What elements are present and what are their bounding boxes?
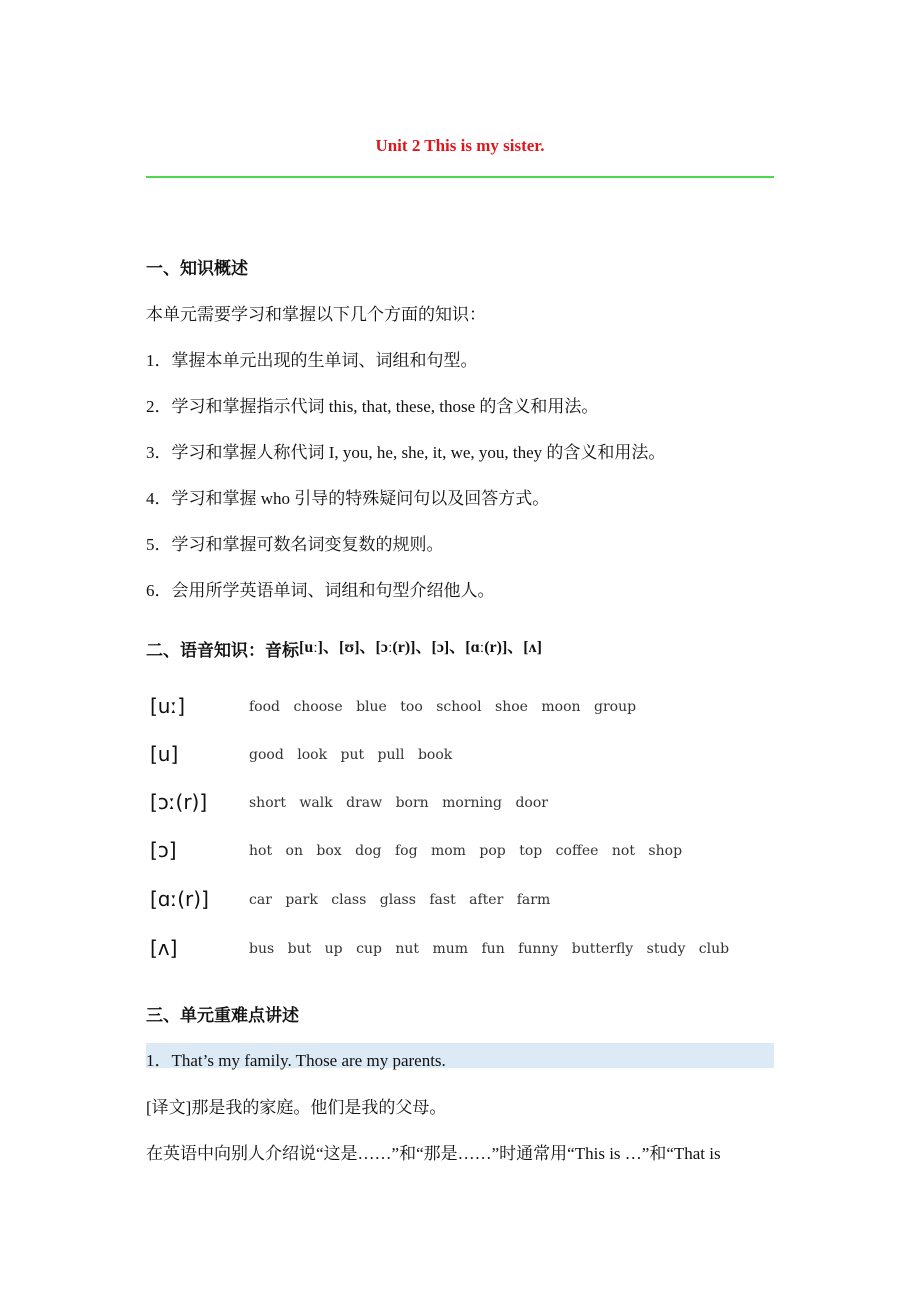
list-item: 2．学习和掌握指示代词 this, that, these, those 的含义和用法。 (146, 397, 599, 416)
explanation: 在英语中向别人介绍说“这是……”和“那是……”时通常用“This is …”和“That is (146, 1144, 721, 1163)
title-divider (146, 176, 774, 178)
section1-heading: 一、知识概述 (146, 259, 248, 278)
phonetic-words: hot on box dog fog mom pop top coffee not shop (249, 843, 683, 859)
list-item: 6．会用所学英语单词、词组和句型介绍他人。 (146, 581, 495, 600)
section2-heading-symbols: [uː]、[ʊ]、[ɔː(r)]、[ɔ]、[ɑː(r)]、[ʌ] (299, 639, 542, 656)
document-title: Unit 2 This is my sister. (375, 136, 545, 155)
section3-heading: 三、单元重难点讲述 (146, 1006, 299, 1025)
phonetic-words: car park class glass fast after farm (249, 892, 551, 908)
list-item: 5．学习和掌握可数名词变复数的规则。 (146, 535, 444, 554)
phonetic-words: food choose blue too school shoe moon group (249, 699, 637, 715)
translation: [译文]那是我的家庭。他们是我的父母。 (146, 1098, 447, 1117)
phonetic-symbol: [uː] (150, 694, 186, 718)
phonetic-symbol: [ɑː(r)] (150, 887, 209, 911)
phonetic-words: bus but up cup nut mum fun funny butterfly study club (249, 941, 730, 957)
list-item: 3．学习和掌握人称代词 I, you, he, she, it, we, you, they 的含义和用法。 (146, 443, 666, 462)
phonetic-symbol: [ɔː(r)] (150, 790, 208, 814)
phonetic-words: short walk draw born morning door (249, 795, 548, 811)
list-item: 4．学习和掌握 who 引导的特殊疑问句以及回答方式。 (146, 489, 550, 508)
phonetic-symbol: [ɔ] (150, 838, 177, 862)
list-item: 1．掌握本单元出现的生单词、词组和句型。 (146, 351, 478, 370)
key-sentence: 1．That’s my family. Those are my parents. (146, 1051, 446, 1070)
phonetic-words: good look put pull book (249, 747, 453, 763)
phonetic-symbol: [u] (150, 742, 179, 766)
section2-heading-text: 二、语音知识：音标 (146, 641, 299, 660)
section2-heading (146, 636, 542, 661)
section1-intro: 本单元需要学习和掌握以下几个方面的知识： (146, 305, 486, 324)
phonetic-symbol: [ʌ] (150, 936, 178, 960)
